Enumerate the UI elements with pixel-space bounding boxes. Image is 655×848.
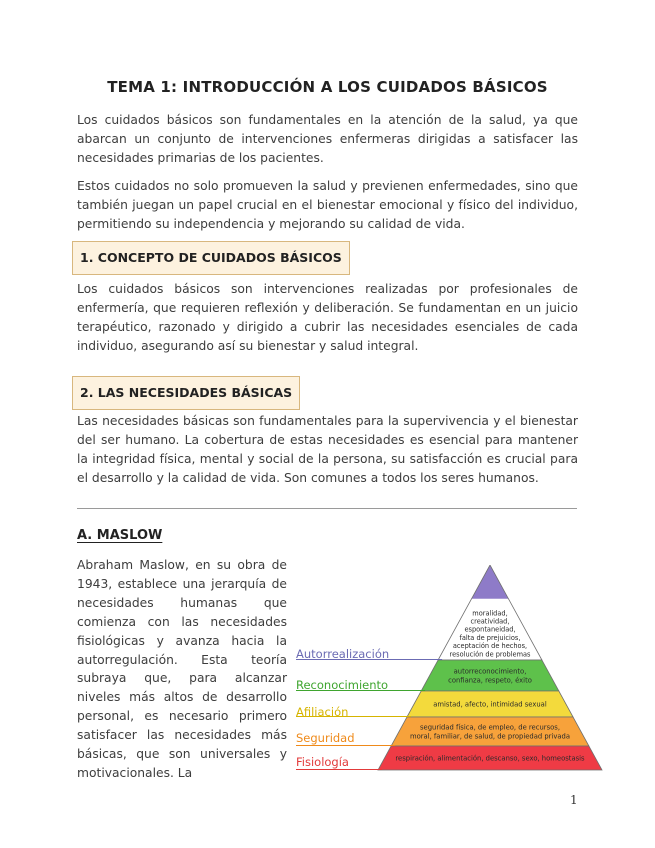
pyramid-level-text: respiración, alimentación, descanso, sexo, homeostasis xyxy=(395,754,585,763)
horizontal-divider xyxy=(77,508,577,509)
maslow-paragraph: Abraham Maslow, en su obra de 1943, establece una jerarquía de necesidades humanas que comienza con las necesidades fisiológicas y avanza hacia la autorregulación. Esta teoría subraya que, para alcanzar niveles más altos de desarrollo personal, es necesario primero satisfacer las necesidades más básicas, que son universales y motivacionales. La xyxy=(77,558,287,780)
pyramid-level-text: moralidad, xyxy=(472,609,508,618)
pyramid-level-text: autorreconocimiento, xyxy=(453,667,527,676)
pyramid-label-reconocimiento: Reconocimiento xyxy=(296,678,389,692)
pyramid-level-text: amistad, afecto, intimidad sexual xyxy=(433,700,547,709)
pyramid-level-text: seguridad física, de empleo, de recursos, xyxy=(420,723,560,732)
pyramid-label-seguridad: Seguridad xyxy=(296,731,355,745)
page-number: 1 xyxy=(570,793,578,807)
section-heading-necesidades: 2. LAS NECESIDADES BÁSICAS xyxy=(72,376,300,410)
pyramid-level-text: confianza, respeto, éxito xyxy=(448,676,532,685)
subsection-heading-maslow: A. MASLOW xyxy=(77,528,163,543)
pyramid-level-text: moral, familiar, de salud, de propiedad privada xyxy=(409,732,571,741)
intro-paragraph-2: Estos cuidados no solo promueven la salud y previenen enfermedades, sino que también juegan un papel crucial en el bienestar emocional y físico del individuo, permitiendo su independencia y mejorando su calidad de vida. xyxy=(77,179,578,231)
maslow-pyramid-figure xyxy=(290,565,610,775)
section-text-necesidades: Las necesidades básicas son fundamentales para la supervivencia y el bienestar del ser humano. La cobertura de estas necesidades es esencial para mantener la integridad física, mental y social de la persona, su satisfacción es crucial para el desarrollo y la calidad de vida. Son comunes a todos los seres humanos. xyxy=(77,414,578,485)
pyramid-level-text: creatividad, xyxy=(470,617,510,626)
pyramid-label-afiliacion: Afiliación xyxy=(296,705,349,719)
pyramid-label-autorrealizacion: Autorrealización xyxy=(296,647,390,661)
pyramid-level-text: aceptación de hechos, xyxy=(452,642,528,651)
intro-paragraph-1: Los cuidados básicos son fundamentales en la atención de la salud, ya que abarcan un conjunto de intervenciones enfermeras dirigidas a satisfacer las necesidades primarias de los pacientes. xyxy=(77,113,578,165)
pyramid-level-text: falta de prejuicios, xyxy=(459,633,521,642)
section-heading-concepto: 1. CONCEPTO DE CUIDADOS BÁSICOS xyxy=(72,241,350,275)
pyramid-level-text: resolución de problemas xyxy=(449,650,531,659)
pyramid-label-fisiologia: Fisiología xyxy=(296,755,349,769)
page-title: TEMA 1: INTRODUCCIÓN A LOS CUIDADOS BÁSICOS xyxy=(107,78,548,96)
section-text-concepto: Los cuidados básicos son intervenciones realizadas por profesionales de enfermería, que requieren reflexión y deliberación. Se fundamentan en un juicio terapéutico, razonado y dirigido a cubrir las necesidades esenciales de cada individuo, asegurando así su bienestar y salud integral. xyxy=(77,282,578,353)
pyramid-level-text: espontaneidad, xyxy=(464,625,516,634)
